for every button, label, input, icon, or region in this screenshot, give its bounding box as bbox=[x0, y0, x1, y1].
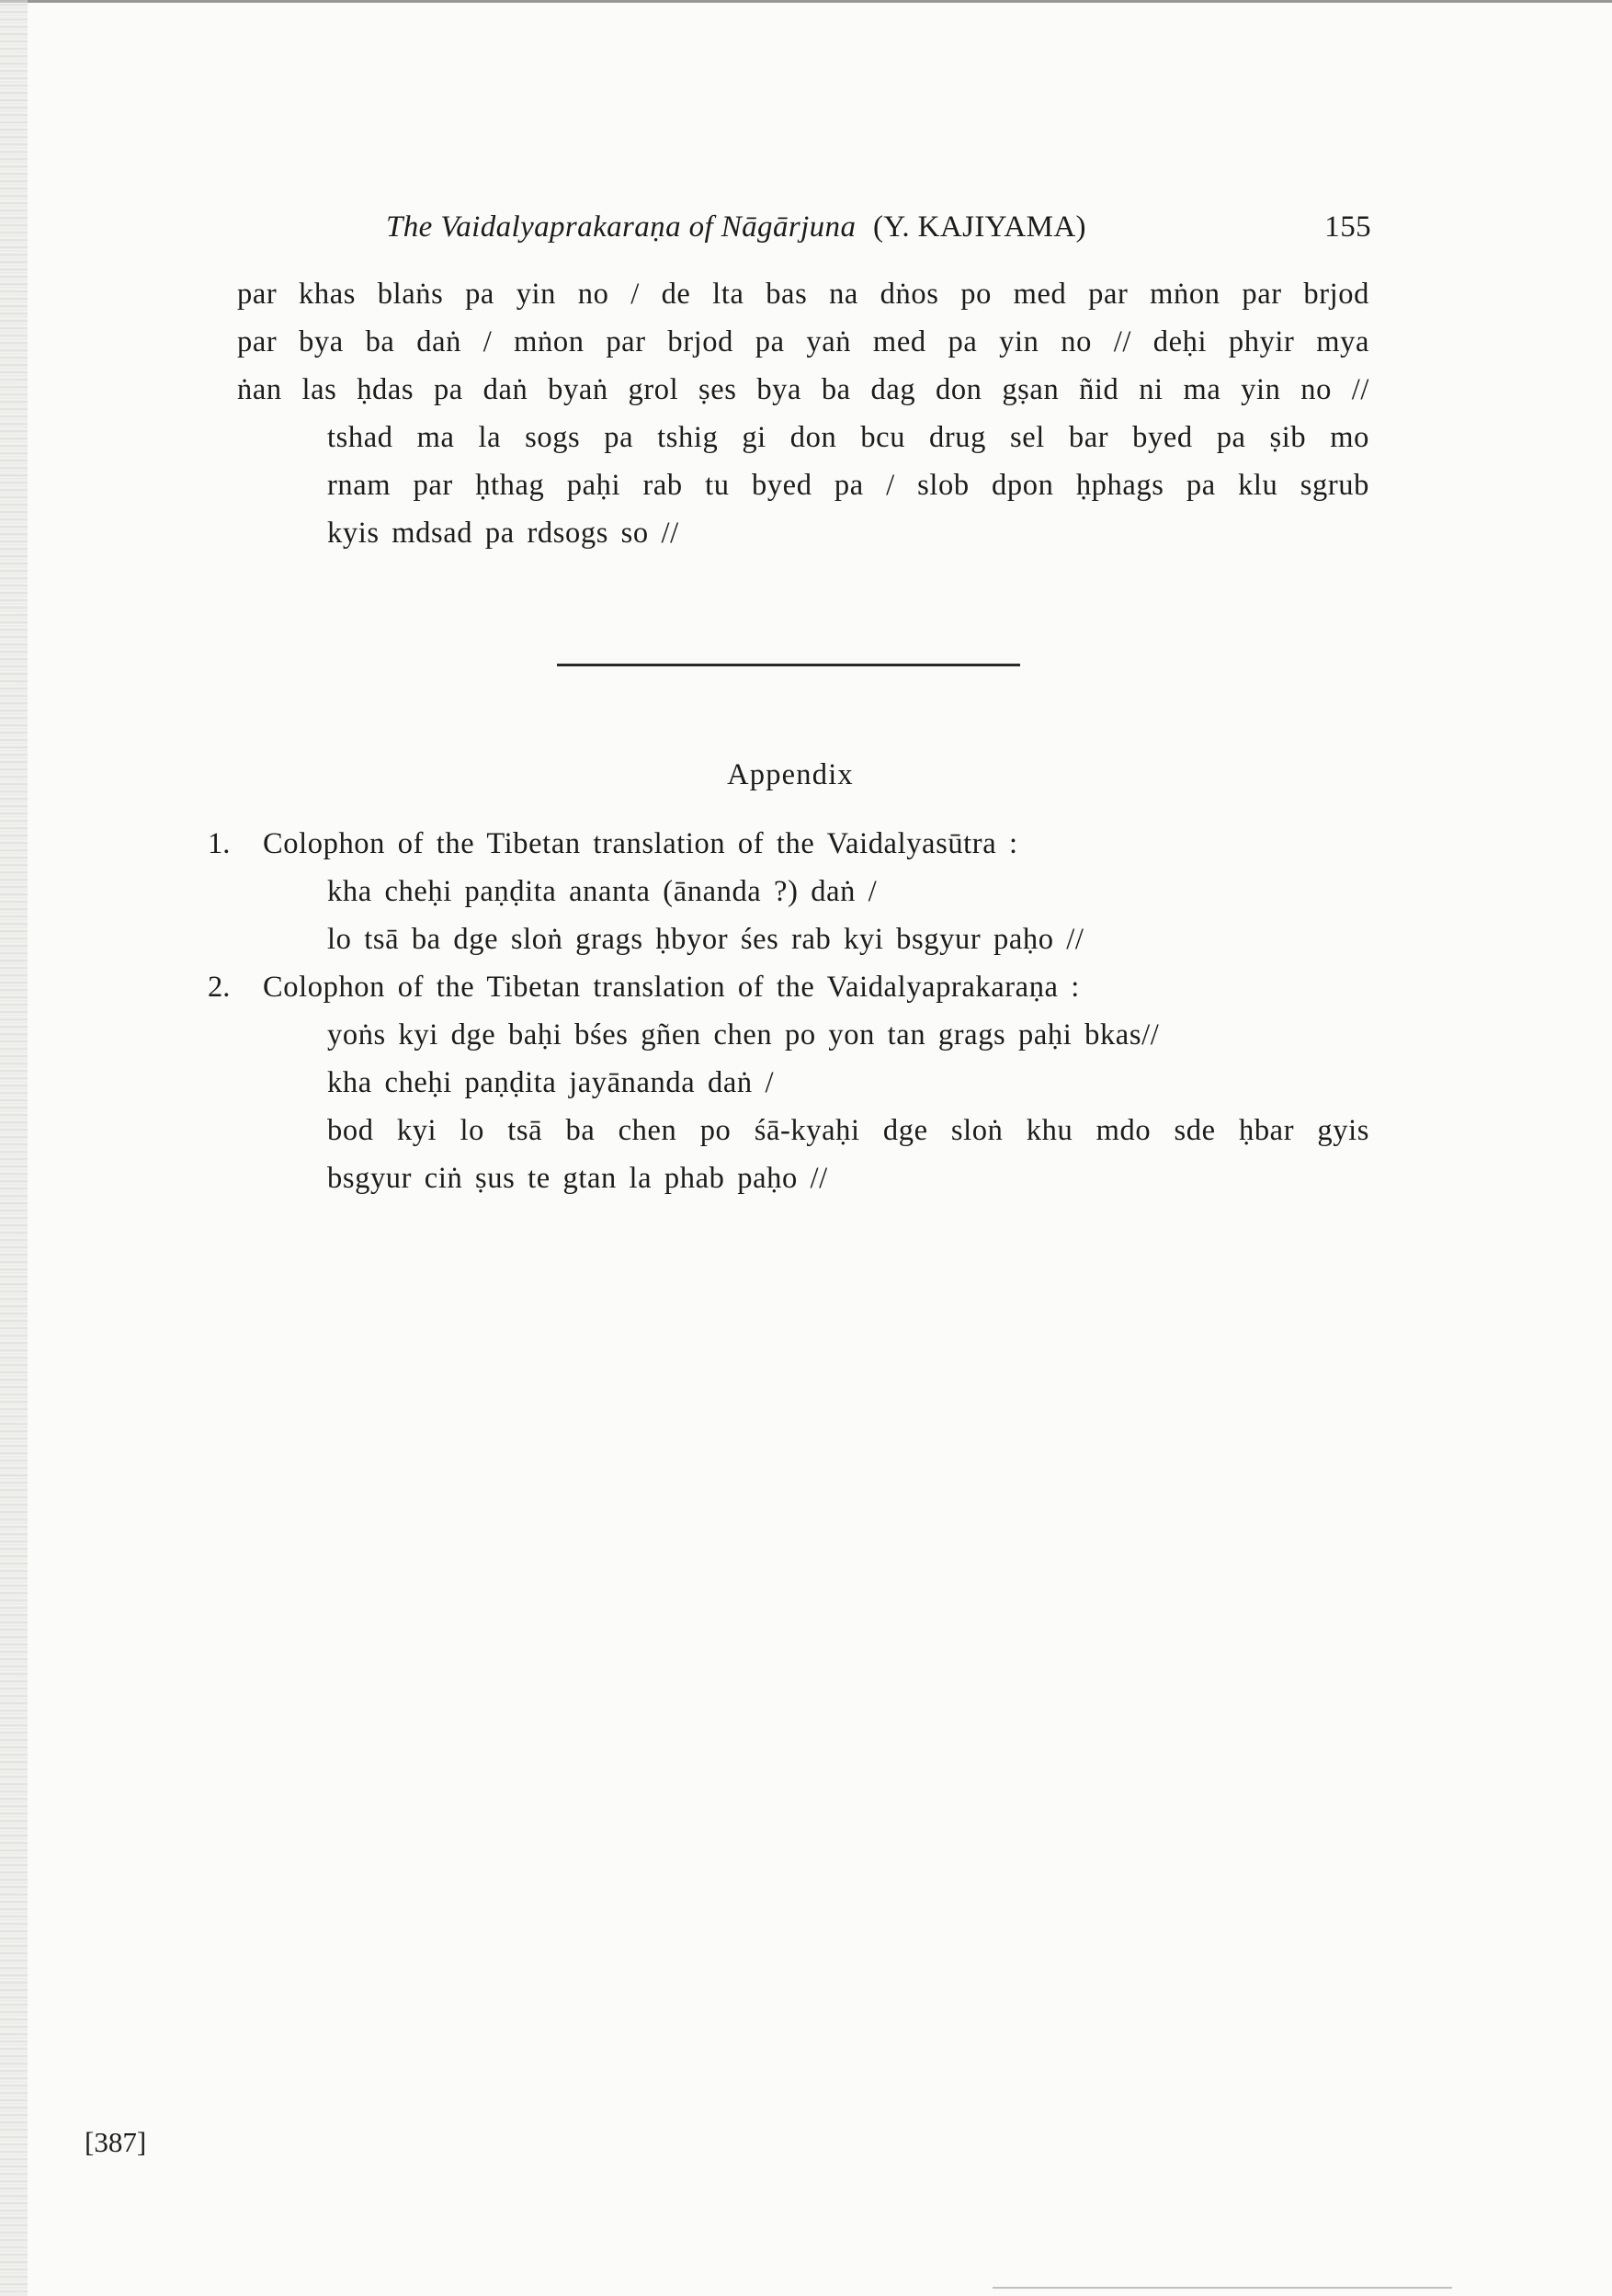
running-head-title: The Vaidalyaprakaraṇa of Nāgārjuna bbox=[386, 210, 857, 244]
colophon-line: rnam par ḥthag paḥi rab tu byed pa / slob dpon ḥphags pa klu sgrub bbox=[327, 469, 1369, 502]
colophon-line: kyis mdsad pa rdsogs so // bbox=[327, 517, 679, 550]
list-item-line: bod kyi lo tsā ba chen po śā-kyaḥi dge sloṅ khu mdo sde ḥbar gyis bbox=[327, 1114, 1369, 1147]
list-item-heading: Colophon of the Tibetan translation of the Vaidalyasūtra : bbox=[263, 827, 1018, 860]
appendix-title: Appendix bbox=[727, 758, 854, 791]
list-item-number: 2. bbox=[208, 971, 231, 1004]
running-head-author: (Y. KAJIYAMA) bbox=[873, 210, 1086, 244]
list-item-line: kha cheḥi paṇḍita jayānanda daṅ / bbox=[327, 1066, 775, 1099]
page-number: 155 bbox=[1324, 210, 1371, 244]
paragraph-line: ṅan las ḥdas pa daṅ byaṅ grol ṣes bya ba dag don gṣan ñid ni ma yin no // bbox=[237, 373, 1369, 406]
list-item-line: kha cheḥi paṇḍita ananta (ānanda ?) daṅ / bbox=[327, 875, 878, 908]
list-item-number: 1. bbox=[208, 827, 231, 860]
folio-number: [387] bbox=[85, 2126, 147, 2158]
bottom-scan-edge bbox=[993, 2287, 1452, 2289]
list-item-line: lo tsā ba dge sloṅ grags ḥbyor śes rab kyi bsgyur paḥo // bbox=[327, 923, 1084, 956]
colophon-line: tshad ma la sogs pa tshig gi don bcu drug sel bar byed pa ṣib mo bbox=[327, 421, 1369, 454]
running-head bbox=[386, 204, 1371, 250]
list-item-heading: Colophon of the Tibetan translation of the Vaidalyaprakaraṇa : bbox=[263, 971, 1080, 1004]
list-item-line: bsgyur ciṅ ṣus te gtan la phab paḥo // bbox=[327, 1162, 828, 1195]
top-scan-edge bbox=[0, 0, 1612, 3]
paragraph-line: par khas blaṅs pa yin no / de lta bas na dṅos po med par mṅon par brjod bbox=[237, 278, 1369, 311]
paragraph-line: par bya ba daṅ / mṅon par brjod pa yaṅ med pa yin no // deḥi phyir mya bbox=[237, 325, 1369, 358]
list-item-line: yoṅs kyi dge baḥi bśes gñen chen po yon tan grags paḥi bkas// bbox=[327, 1018, 1160, 1051]
left-scan-edge bbox=[0, 0, 28, 2296]
section-divider bbox=[557, 664, 1020, 666]
